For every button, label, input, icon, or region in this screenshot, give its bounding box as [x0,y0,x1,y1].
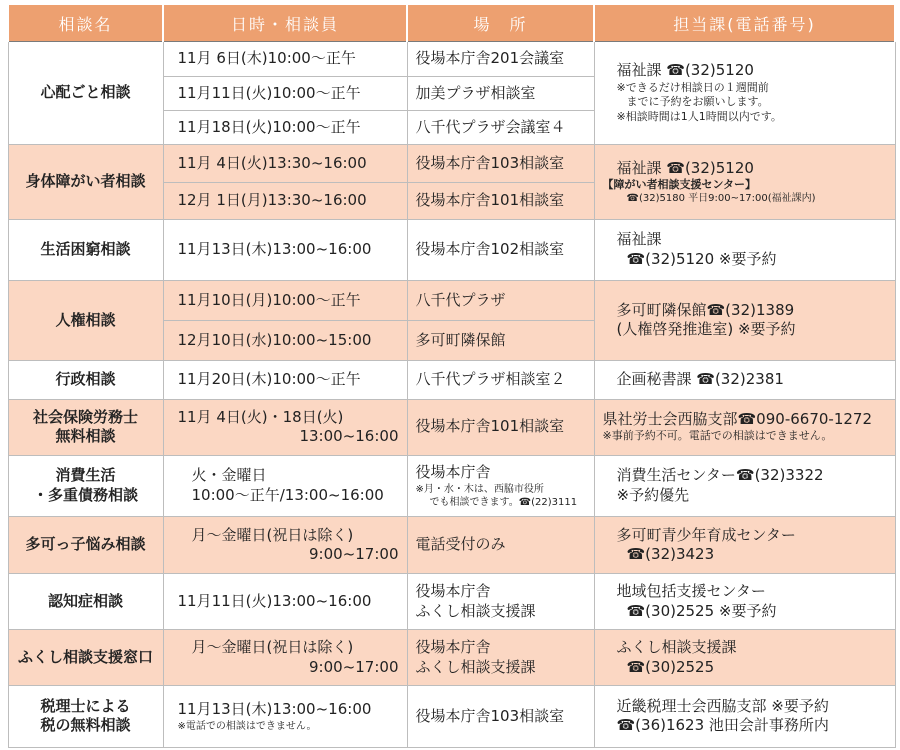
table-row [8,399,895,455]
datetime-cell: 11月 4日(火)・18日(火) 13:00~16:00 [163,399,407,455]
place-cell: 電話受付のみ [407,517,594,574]
place-cell: 役場本庁舎103相談室 [407,685,594,747]
datetime-cell: 月～金曜日(祝日は除く) 9:00~17:00 [163,517,407,574]
datetime-cell: 月～金曜日(祝日は除く) 9:00~17:00 [163,630,407,685]
place-cell: 役場本庁舎 ふくし相談支援課 [407,574,594,630]
datetime-cell: 11月13日(木)13:00~16:00 ※電話での相談はできません。 [163,685,407,747]
contact-cell: 地域包括支援センター ☎(30)2525 ※要予約 [594,574,895,630]
datetime-cell: 11月13日(木)13:00~16:00 [163,219,407,280]
place-cell: 八千代プラザ会議室４ [407,111,594,145]
contact-cell: 福祉課 ☎(32)5120 【障がい者相談支援センター】 ☎(32)5180 平日9:00~17:00(福祉課内) [594,145,895,220]
datetime-cell: 11月10日(月)10:00～正午 [163,281,407,321]
contact-cell: 県社労士会西脇支部☎090-6670-1272 ※事前予約不可。電話での相談はできません。 [594,399,895,455]
table-row [8,219,895,280]
contact-cell: 消費生活センター☎(32)3322 ※予約優先 [594,455,895,516]
table-row [8,630,895,685]
table-row [8,517,895,574]
datetime-cell: 11月 4日(火)13:30~16:00 [163,145,407,183]
contact-cell: 福祉課 ☎(32)5120 ※要予約 [594,219,895,280]
table-row [8,455,895,516]
consultation-name: 消費生活 ・多重債務相談 [8,455,163,516]
table-row [8,42,895,77]
contact-cell: 福祉課 ☎(32)5120 ※できるだけ相談日の１週間前 までに予約をお願いします。 ※相談時間は1人1時間以内です。 [594,42,895,145]
consultation-name: ふくし相談支援窓口 [8,630,163,685]
place-cell: 加美プラザ相談室 [407,76,594,111]
table-row [8,281,895,321]
place-cell: 多可町隣保館 [407,320,594,360]
header-datetime: 日時・相談員 [163,5,407,42]
consultation-name: 社会保険労務士 無料相談 [8,399,163,455]
table-row [8,360,895,399]
contact-cell: 近畿税理士会西脇支部 ※要予約 ☎(36)1623 池田会計事務所内 [594,685,895,747]
consultation-table [7,5,896,748]
consultation-name: 税理士による 税の無料相談 [8,685,163,747]
datetime-cell: 11月11日(火)10:00～正午 [163,76,407,111]
header-consultation-name: 相談名 [8,5,163,42]
consultation-name: 生活困窮相談 [8,219,163,280]
table-row [8,685,895,747]
place-cell: 八千代プラザ相談室２ [407,360,594,399]
datetime-cell: 12月10日(水)10:00~15:00 [163,320,407,360]
consultation-name: 人権相談 [8,281,163,361]
datetime-cell: 11月20日(木)10:00～正午 [163,360,407,399]
datetime-cell: 11月 6日(木)10:00～正午 [163,42,407,77]
header-row [8,5,895,42]
datetime-cell: 11月18日(火)10:00～正午 [163,111,407,145]
datetime-cell: 火・金曜日 10:00～正午/13:00~16:00 [163,455,407,516]
place-cell: 役場本庁舎102相談室 [407,219,594,280]
consultation-name: 身体障がい者相談 [8,145,163,220]
place-cell: 八千代プラザ [407,281,594,321]
place-cell: 役場本庁舎 ※月・水・木は、西脇市役所 でも相談できます。☎(22)3111 [407,455,594,516]
contact-cell: ふくし相談支援課 ☎(30)2525 [594,630,895,685]
table-row [8,574,895,630]
table-row [8,145,895,183]
place-cell: 役場本庁舎103相談室 [407,145,594,183]
header-contact: 担当課(電話番号) [594,5,895,42]
consultation-name: 認知症相談 [8,574,163,630]
place-cell: 役場本庁舎201会議室 [407,42,594,77]
datetime-cell: 12月 1日(月)13:30~16:00 [163,182,407,219]
contact-cell: 企画秘書課 ☎(32)2381 [594,360,895,399]
contact-cell: 多可町青少年育成センター ☎(32)3423 [594,517,895,574]
consultation-name: 心配ごと相談 [8,42,163,145]
header-place: 場 所 [407,5,594,42]
place-cell: 役場本庁舎101相談室 [407,399,594,455]
consultation-name: 行政相談 [8,360,163,399]
place-cell: 役場本庁舎101相談室 [407,182,594,219]
datetime-cell: 11月11日(火)13:00~16:00 [163,574,407,630]
place-cell: 役場本庁舎 ふくし相談支援課 [407,630,594,685]
contact-cell: 多可町隣保館☎(32)1389 (人権啓発推進室) ※要予約 [594,281,895,361]
consultation-name: 多可っ子悩み相談 [8,517,163,574]
